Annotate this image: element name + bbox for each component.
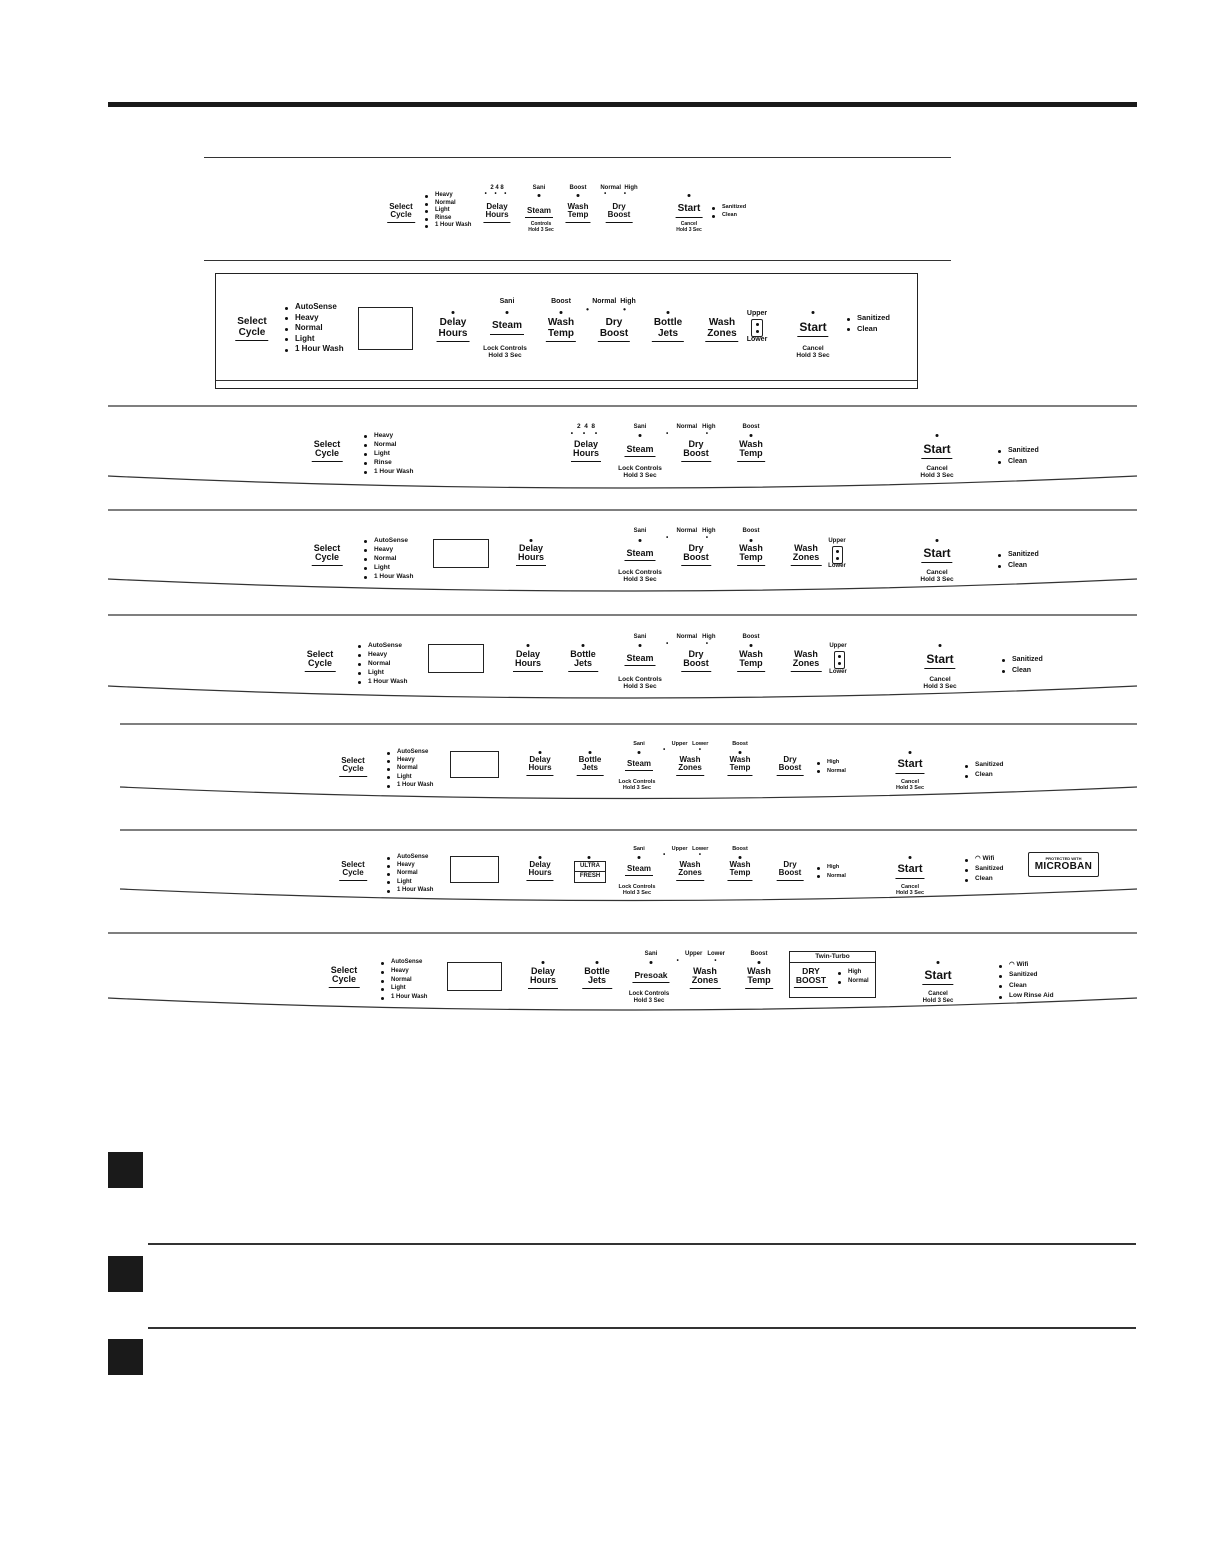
section-divider-2	[148, 1327, 1136, 1329]
dry-level-list	[817, 863, 846, 880]
twin-turbo-label: Twin-Turbo	[790, 952, 875, 963]
delay-hour-numbers: 2 4 8	[490, 185, 504, 191]
select-cycle-button[interactable]: Select Cycle	[339, 861, 367, 881]
cycle-option: Heavy	[285, 313, 344, 324]
boost-indicator	[739, 751, 742, 754]
cycle-option: Light	[387, 773, 433, 781]
status-item: Sanitized	[998, 549, 1039, 560]
dry-boost-button[interactable]: Dry Boost	[606, 203, 633, 223]
cycle-option: Normal	[381, 976, 427, 985]
lock-controls-label: Lock Controls Hold 3 Sec	[618, 569, 662, 584]
boost-indicator	[758, 961, 761, 964]
bottle-jets-button[interactable]: Bottle Jets	[652, 318, 684, 342]
cycle-option: 1 Hour Wash	[387, 781, 433, 789]
status-item: Clean	[965, 874, 1004, 884]
sani-label: Sani	[644, 951, 658, 957]
dry-level-option: Normal	[817, 767, 846, 776]
start-button[interactable]: Start	[895, 759, 924, 774]
delay-hours-button[interactable]: Delay Hours	[513, 650, 543, 672]
digital-display	[428, 644, 484, 673]
wash-temp-button[interactable]: Wash Temp	[727, 861, 752, 881]
start-button[interactable]: Start	[921, 547, 952, 563]
cycle-option: Heavy	[387, 861, 433, 869]
zone-indicator	[832, 546, 843, 564]
delay-hours-button[interactable]: Delay Hours	[516, 544, 546, 566]
boost-label: Boost	[742, 528, 760, 534]
presoak-indicator	[650, 961, 653, 964]
cycle-option: Normal	[285, 323, 344, 334]
delay-hours-button[interactable]: Delay Hours	[526, 861, 553, 881]
wash-zones-button[interactable]: Wash Zones	[690, 967, 721, 989]
start-button[interactable]: Start	[921, 443, 952, 459]
dry-level-option: High	[817, 758, 846, 767]
boost-label: Boost	[551, 298, 571, 305]
status-item: Sanitized	[999, 970, 1054, 980]
wifi-icon: ◠	[975, 855, 981, 862]
zone-dots: • •	[676, 958, 734, 964]
select-cycle-button[interactable]: Select Cycle	[387, 203, 415, 223]
lock-controls-label: Lock Controls Hold 3 Sec	[483, 345, 527, 360]
delay-hours-button[interactable]: Delay Hours	[483, 203, 510, 223]
upper-label: Upper	[828, 538, 846, 544]
sani-label: Sani	[633, 846, 645, 852]
microban-logo	[1028, 852, 1099, 877]
dry-level-option: Normal	[817, 872, 846, 881]
cycle-option: AutoSense	[364, 536, 414, 545]
dry-boost-button[interactable]: Dry Boost	[598, 318, 630, 342]
boost-indicator	[750, 644, 753, 647]
status-list	[1002, 654, 1043, 676]
delay-indicator	[539, 751, 542, 754]
status-item: Clean	[1002, 665, 1043, 676]
sani-label: Sani	[532, 185, 546, 191]
dry-boost-button[interactable]: Dry Boost	[777, 756, 804, 776]
cancel-label: Cancel Hold 3 Sec	[922, 991, 954, 1004]
sani-label: Sani	[499, 298, 515, 305]
cycle-option: Light	[425, 207, 471, 215]
cycle-option: Rinse	[364, 458, 414, 467]
cycle-option: Light	[358, 668, 408, 677]
cancel-label: Cancel Hold 3 Sec	[796, 345, 830, 360]
cycle-option: 1 Hour Wash	[285, 344, 344, 355]
boost-indicator	[750, 434, 753, 437]
start-indicator	[936, 434, 939, 437]
cycle-option: Normal	[364, 554, 414, 563]
status-item: Clean	[847, 324, 890, 335]
delay-hours-button[interactable]: Delay Hours	[571, 440, 601, 462]
status-item: Sanitized	[847, 313, 890, 324]
ultra-label: ULTRA	[575, 862, 605, 872]
microban-wordmark: MICROBAN	[1034, 861, 1093, 872]
dry-boost-button[interactable]: Dry Boost	[681, 440, 711, 462]
fresh-label: FRESH	[579, 873, 601, 879]
cycle-option: AutoSense	[387, 748, 433, 756]
zone-dots: • •	[663, 747, 717, 753]
status-item: Clean	[712, 211, 746, 219]
dry-level-option: Normal	[838, 977, 869, 986]
steam-button[interactable]: Steam	[624, 654, 655, 666]
cancel-label: Cancel Hold 3 Sec	[923, 676, 957, 691]
select-cycle-button[interactable]: Select Cycle	[339, 757, 367, 777]
delay-indicator	[527, 644, 530, 647]
bottle-jets-button[interactable]: Bottle Jets	[582, 967, 612, 989]
status-item: Sanitized	[965, 760, 1004, 770]
cycle-option: AutoSense	[285, 302, 344, 313]
cycle-option: Heavy	[364, 545, 414, 554]
boost-indicator	[750, 539, 753, 542]
status-item: Sanitized	[965, 864, 1004, 874]
wash-zones-button[interactable]: Wash Zones	[791, 544, 822, 566]
status-list	[965, 854, 1004, 884]
cycle-option: 1 Hour Wash	[381, 993, 427, 1002]
lock-controls-label: Controls Hold 3 Sec	[528, 221, 554, 233]
status-item: ◠ Wifi	[999, 960, 1054, 970]
upper-label: Upper	[746, 310, 768, 317]
wash-temp-button[interactable]: Wash Temp	[737, 544, 765, 566]
cycle-option: Normal	[387, 764, 433, 772]
boost-indicator	[739, 856, 742, 859]
wash-temp-button[interactable]: Wash Temp	[727, 756, 752, 776]
delay-hours-button[interactable]: Delay Hours	[437, 318, 470, 342]
start-indicator	[937, 961, 940, 964]
delay-hours-button[interactable]: Delay Hours	[526, 756, 553, 776]
sani-label: Sani	[633, 741, 645, 747]
status-item: Low Rinse Aid	[999, 991, 1054, 1001]
cycle-option: 1 Hour Wash	[364, 467, 414, 476]
lock-controls-label: Lock Controls Hold 3 Sec	[618, 465, 662, 480]
steam-indicator	[639, 434, 642, 437]
lower-label: Lower	[829, 669, 847, 675]
lower-label: Lower	[746, 336, 768, 343]
zone-labels: Upper Lower	[671, 741, 709, 747]
dry-boost-button[interactable]: Dry Boost	[681, 650, 711, 672]
presoak-button[interactable]: Presoak	[632, 971, 669, 983]
dry-level-dots: • •	[604, 191, 634, 197]
status-list	[999, 960, 1054, 1001]
status-item: ◠ Wifi	[965, 854, 1004, 864]
dry-level-labels: Normal High	[676, 634, 716, 640]
cycle-option: Heavy	[425, 192, 471, 200]
wash-zones-button[interactable]: Wash Zones	[676, 861, 704, 881]
cycle-list	[387, 853, 433, 894]
sani-label: Sani	[633, 424, 647, 430]
status-item: Clean	[998, 456, 1039, 467]
cycle-option: AutoSense	[358, 641, 408, 650]
boost-label: Boost	[742, 424, 760, 430]
cancel-label: Cancel Hold 3 Sec	[920, 569, 954, 584]
bottle-jets-indicator	[582, 644, 585, 647]
cycle-option: Normal	[387, 869, 433, 877]
start-indicator	[939, 644, 942, 647]
wash-temp-button[interactable]: Wash Temp	[737, 440, 765, 462]
start-button[interactable]: Start	[797, 321, 828, 337]
cycle-option: Normal	[364, 440, 414, 449]
cycle-list	[358, 641, 408, 686]
dry-boost-button[interactable]: Dry Boost	[777, 861, 804, 881]
upper-label: Upper	[829, 643, 847, 649]
lock-controls-label: Lock Controls Hold 3 Sec	[618, 676, 662, 691]
cancel-label: Cancel Hold 3 Sec	[895, 884, 925, 897]
digital-display	[450, 751, 499, 778]
wifi-icon: ◠	[1009, 961, 1015, 968]
lock-controls-label: Lock Controls Hold 3 Sec	[618, 779, 656, 792]
digital-display	[450, 856, 499, 883]
cancel-label: Cancel Hold 3 Sec	[895, 779, 925, 792]
cycle-option: Light	[364, 449, 414, 458]
cycle-option: Normal	[358, 659, 408, 668]
status-item: Sanitized	[1002, 654, 1043, 665]
cancel-label: Cancel Hold 3 Sec	[676, 221, 702, 233]
boost-label: Boost	[742, 634, 760, 640]
digital-display	[433, 539, 489, 568]
steam-indicator	[639, 539, 642, 542]
digital-display	[447, 962, 502, 991]
lower-label: Lower	[828, 563, 846, 569]
cycle-option: Light	[364, 563, 414, 572]
cycle-list	[381, 958, 427, 1002]
steam-indicator	[638, 856, 641, 859]
section-marker-1	[108, 1152, 143, 1188]
lock-controls-label: Lock Controls Hold 3 Sec	[628, 991, 670, 1004]
wash-temp-button[interactable]: Wash Temp	[546, 318, 576, 342]
select-cycle-button[interactable]: Select Cycle	[235, 317, 268, 341]
start-indicator	[936, 539, 939, 542]
section-divider-1	[148, 1243, 1136, 1245]
delay-hour-dots: • • •	[570, 430, 602, 437]
delay-indicator	[542, 961, 545, 964]
status-list	[998, 549, 1039, 571]
cycle-option: Light	[285, 334, 344, 345]
steam-button[interactable]: Steam	[490, 321, 524, 335]
sani-label: Sani	[633, 528, 647, 534]
start-button[interactable]: Start	[922, 969, 953, 985]
dry-level-labels: Normal High	[676, 528, 716, 534]
zone-labels: Upper Lower	[671, 846, 709, 852]
boost-label: Boost	[750, 951, 768, 957]
section-marker-3	[108, 1339, 143, 1375]
cycle-option: AutoSense	[387, 853, 433, 861]
cycle-option: 1 Hour Wash	[358, 677, 408, 686]
delay-hours-button[interactable]: Delay Hours	[528, 967, 558, 989]
select-cycle-button[interactable]: Select Cycle	[305, 650, 336, 672]
cycle-option: 1 Hour Wash	[387, 886, 433, 894]
cycle-list	[364, 536, 414, 581]
dry-level-option: High	[817, 863, 846, 872]
status-list	[998, 445, 1039, 467]
steam-button[interactable]: Steam	[625, 760, 653, 771]
status-list	[965, 760, 1004, 780]
wash-temp-button[interactable]: Wash Temp	[737, 650, 765, 672]
boost-label: Boost	[732, 846, 748, 852]
boost-label: Boost	[569, 185, 587, 191]
cycle-option: 1 Hour Wash	[364, 572, 414, 581]
dry-level-dots: • •	[666, 641, 726, 647]
dry-level-dots: • •	[586, 305, 642, 314]
cycle-option: 1 Hour Wash	[425, 222, 471, 230]
start-button[interactable]: Start	[676, 204, 703, 218]
section-marker-2	[108, 1256, 143, 1292]
status-item: Clean	[998, 560, 1039, 571]
dry-level-list	[817, 758, 846, 775]
delay-indicator	[539, 856, 542, 859]
cycle-list	[364, 431, 414, 476]
steam-button[interactable]: Steam	[624, 549, 655, 561]
select-cycle-button[interactable]: Select Cycle	[312, 544, 343, 566]
cycle-option: Heavy	[364, 431, 414, 440]
cycle-option: Rinse	[425, 215, 471, 223]
microban-tagline: PROTECTED WITH	[1045, 856, 1082, 861]
cycle-option: Light	[381, 984, 427, 993]
bottle-jets-indicator	[589, 751, 592, 754]
cycle-option: AutoSense	[381, 958, 427, 967]
boost-label: Boost	[732, 741, 748, 747]
status-item: Clean	[999, 981, 1054, 991]
cycle-option: Light	[387, 878, 433, 886]
select-cycle-button[interactable]: Select Cycle	[312, 440, 343, 462]
status-item: Sanitized	[998, 445, 1039, 456]
bottle-jets-indicator	[596, 961, 599, 964]
dry-level-list	[838, 968, 869, 986]
cycle-option: Heavy	[387, 756, 433, 764]
delay-indicator	[530, 539, 533, 542]
steam-indicator	[639, 644, 642, 647]
dry-level-dots: • •	[666, 535, 726, 541]
start-button[interactable]: Start	[895, 864, 924, 879]
steam-button[interactable]: Steam	[625, 865, 653, 876]
status-item: Sanitized	[712, 203, 746, 211]
zone-dots: • •	[663, 852, 717, 858]
zone-labels: Upper Lower	[684, 951, 726, 957]
dry-level-labels: Normal High	[676, 424, 716, 430]
wash-zones-button[interactable]: Wash Zones	[705, 318, 738, 342]
wash-temp-button[interactable]: Wash Temp	[565, 203, 590, 223]
start-indicator	[909, 856, 912, 859]
wash-zones-button[interactable]: Wash Zones	[676, 756, 704, 776]
dry-level-dots: • •	[666, 431, 726, 437]
ultra-fresh-button[interactable]	[574, 861, 606, 883]
lock-controls-label: Lock Controls Hold 3 Sec	[618, 884, 656, 897]
dry-boost-button[interactable]: Dry Boost	[681, 544, 711, 566]
start-indicator	[909, 751, 912, 754]
sani-label: Sani	[633, 634, 647, 640]
start-button[interactable]: Start	[924, 653, 955, 669]
dry-level-option: High	[838, 968, 869, 977]
steam-button[interactable]: Steam	[525, 207, 553, 218]
cycle-option: Heavy	[358, 650, 408, 659]
dry-boost-button[interactable]: DRY BOOST	[794, 967, 828, 988]
dry-level-labels: Normal High	[600, 185, 638, 191]
steam-button[interactable]: Steam	[624, 445, 655, 457]
cycle-option: Normal	[425, 200, 471, 208]
dry-level-labels: Normal High	[592, 298, 636, 305]
zone-indicator	[834, 651, 845, 669]
ultra-fresh-indicator	[588, 856, 591, 859]
cycle-option: Heavy	[381, 967, 427, 976]
cycle-list	[387, 748, 433, 789]
select-cycle-button[interactable]: Select Cycle	[329, 966, 360, 988]
cancel-label: Cancel Hold 3 Sec	[920, 465, 954, 480]
bottle-jets-button[interactable]: Bottle Jets	[577, 756, 604, 776]
bottle-jets-button[interactable]: Bottle Jets	[568, 650, 598, 672]
wash-temp-button[interactable]: Wash Temp	[745, 967, 773, 989]
wash-zones-button[interactable]: Wash Zones	[791, 650, 822, 672]
status-item: Clean	[965, 770, 1004, 780]
delay-hour-numbers: 2 4 8	[576, 423, 596, 430]
delay-hour-dots: • • •	[484, 191, 510, 197]
steam-indicator	[638, 751, 641, 754]
